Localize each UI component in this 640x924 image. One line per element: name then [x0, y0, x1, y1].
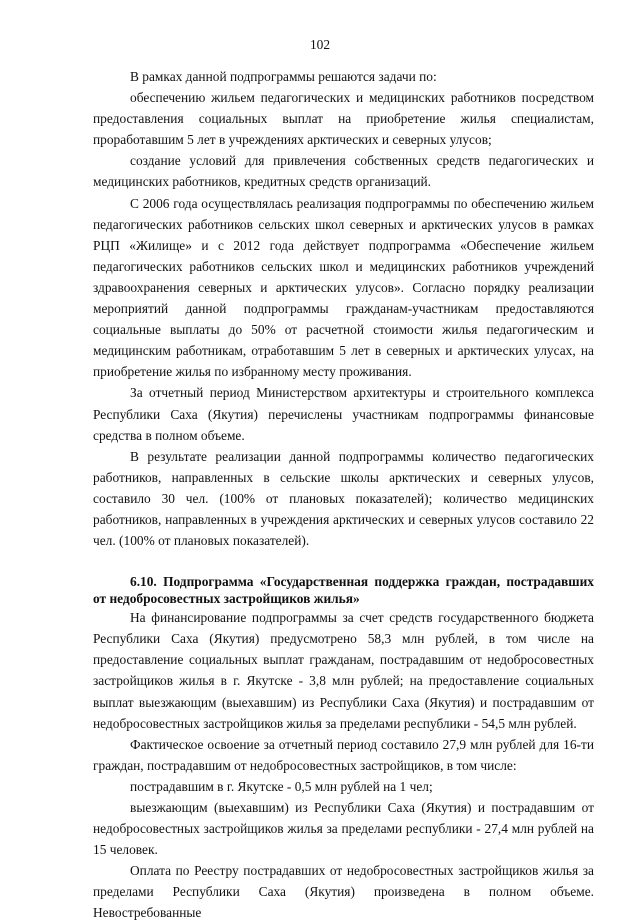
- paragraph-task-conditions: создание условий для привлечения собственных средств педагогических и медицинских работников, кредитных средств организаций.: [93, 153, 594, 190]
- paragraph-actual-spending: Фактическое освоение за отчетный период составило 27,9 млн рублей для 16-ти граждан, пострадавшим от недобросовестных застройщиков, в том числе:: [93, 736, 594, 773]
- paragraph-departing-victims: выезжающим (выехавшим) из Республики Саха (Якутия) и пострадавшим от недобросовестных застройщиков жилья за пределами республики - 27,4 млн рублей на 15 человек.: [93, 800, 594, 858]
- paragraph-yakutsk-victims: пострадавшим в г. Якутске - 0,5 млн рублей на 1 чел;: [130, 778, 433, 794]
- section-heading: 6.10. Подпрограмма «Государственная поддержка граждан, пострадавших от недобросовестных застройщиков жилья»: [93, 574, 594, 607]
- paragraph-task-housing: обеспечению жильем педагогических и медицинских работников посредством предоставления социальных выплат на приобретение жилья специалистам, проработавшим 5 лет в учреждениях арктических и северных улусов;: [93, 90, 594, 148]
- paragraph-registry-payment: Оплата по Реестру пострадавших от недобросовестных застройщиков жилья за пределами Республики Саха (Якутия) произведена в полном объеме. Невостребованные: [93, 863, 594, 921]
- paragraph-financing: На финансирование подпрограммы за счет средств государственного бюджета Республики Саха (Якутия) предусмотрено 58,3 млн рублей, в том числе на предоставление социальных выплат гражданам, пострадавшим от недобросовестных застройщиков жилья в г. Якутске - 3,8 млн рублей; на предоставление социальных выплат выезжающим (выехавшим) из Республики Саха (Якутия) и пострадавшим от недобросовестных застройщиков жилья за пределами республики - 54,5 млн рублей.: [93, 610, 594, 731]
- paragraph-results: В результате реализации данной подпрограммы количество педагогических работников, направленных в сельские школы арктических и северных улусов, составило 30 чел. (100% от плановых показателей); количество медицинских работников, направленных в учреждения арктических и северных улусов составило 22 чел. (100% от плановых показателей).: [93, 448, 594, 549]
- paragraph-funds-transferred: За отчетный период Министерством архитектуры и строительного комплекса Республики Саха (Якутия) перечислены участникам подпрограммы финансовые средства в полном объеме.: [93, 385, 594, 443]
- page-number: 102: [309, 37, 331, 52]
- paragraph-program-history: С 2006 года осуществлялась реализация подпрограммы по обеспечению жильем педагогических работников сельских школ северных и арктических улусов в рамках РЦП «Жилище» и с 2012 года действует подпрограмма «Обеспечение жильем педагогических работников сельских школ и медицинских работников учреждений здравоохранения северных и арктических улусов». Согласно порядку реализации мероприятий данной подпрограммы гражданам-участникам предоставляются социальные выплаты до 50% от расчетной стоимости жилья педагогическим и медицинским работникам, отработавшим 5 лет в северных и арктических улусах, на приобретение жилья по избранному месту проживания.: [93, 195, 594, 380]
- paragraph-tasks-intro: В рамках данной подпрограммы решаются задачи по:: [130, 69, 437, 84]
- body-text: [93, 66, 594, 924]
